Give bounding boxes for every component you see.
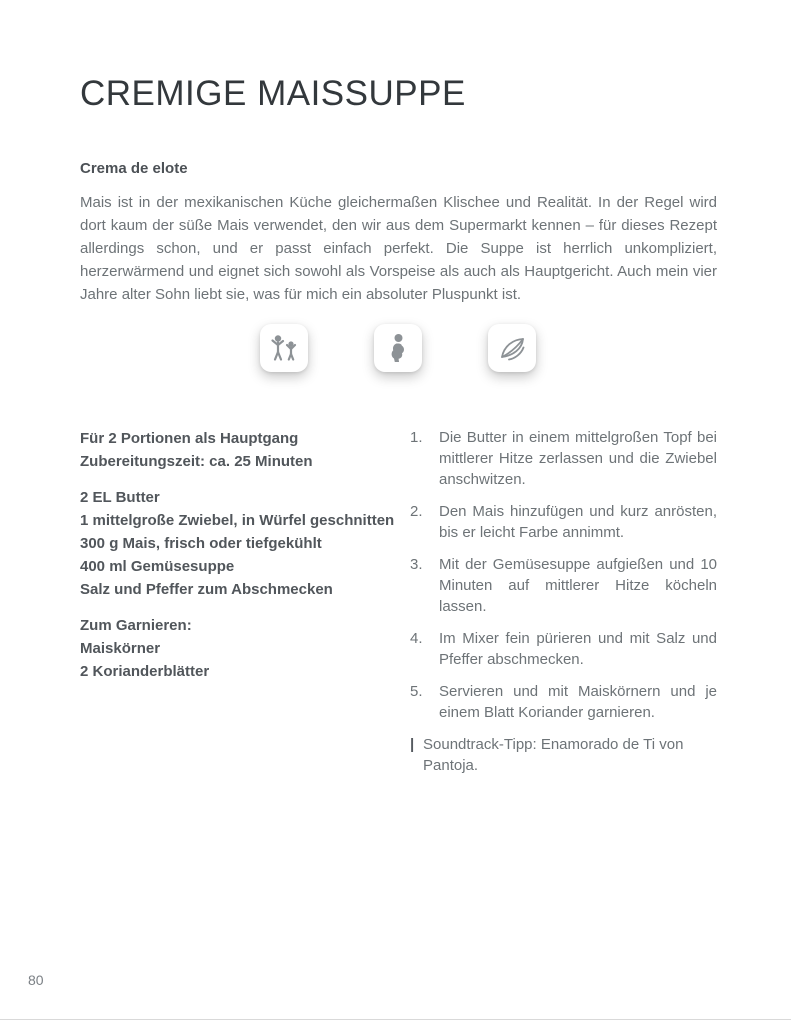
recipe-step [410, 628, 717, 670]
family-icon [260, 324, 308, 372]
leaf-icon [488, 324, 536, 372]
garnish-heading: Zum Garnieren: [80, 617, 192, 634]
step-number: 2. [410, 503, 423, 520]
garnish-item: 2 Korianderblätter [80, 663, 210, 680]
page-number: 80 [28, 972, 44, 988]
recipe-subtitle: Crema de elote [80, 160, 188, 177]
ingredients-column [80, 427, 410, 776]
soundtrack-text: Soundtrack-Tipp: Enamorado de Ti von Pantoja. [423, 736, 684, 774]
step-text: Die Butter in einem mittelgroßen Topf bei mittlerer Hitze zerlassen und die Zwiebel anschwitzen. [439, 429, 717, 488]
ingredient-item: 300 g Mais, frisch oder tiefgekühlt [80, 535, 322, 552]
recipe-step [410, 554, 717, 617]
page-title: CREMIGE MAISSUPPE [80, 74, 466, 113]
ingredient-item: 400 ml Gemüsesuppe [80, 558, 235, 575]
garnish-item: Maiskörner [80, 640, 161, 657]
prep-time-line: Zubereitungszeit: ca. 25 Minuten [80, 453, 313, 470]
ingredient-item: 2 EL Butter [80, 489, 160, 506]
spacer [80, 473, 410, 486]
step-number: 1. [410, 429, 423, 446]
steps-column [410, 427, 717, 776]
soundtrack-tip [410, 734, 717, 776]
recipe-step [410, 501, 717, 543]
spacer [80, 601, 410, 614]
pregnancy-icon [374, 324, 422, 372]
ingredient-item: 1 mittelgroße Zwiebel, in Würfel geschnitten [80, 512, 395, 529]
ingredient-item: Salz und Pfeffer zum Abschmecken [80, 581, 333, 598]
step-text: Im Mixer fein pürieren und mit Salz und Pfeffer abschmecken. [439, 630, 717, 668]
attribute-icon-row [260, 324, 536, 372]
servings-line: Für 2 Portionen als Hauptgang [80, 430, 299, 447]
step-number: 5. [410, 683, 423, 700]
step-number: 4. [410, 630, 423, 647]
recipe-intro-paragraph: Mais ist in der mexikanischen Küche gleichermaßen Klischee und Realität. In der Regel wird dort kaum der süße Mais verwendet, den wir aus dem Supermarkt kennen – für dieses Rezept allerdings schon, und er passt einfach perfekt. Die Suppe ist herrlich unkompliziert, herzerwärmend und eignet sich sowohl als Vorspeise als auch als Hauptgericht. Auch mein vier Jahre alter Sohn liebt sie, was für mich ein absoluter Pluspunkt ist. [80, 194, 717, 303]
content-columns [80, 427, 717, 776]
recipe-step [410, 427, 717, 490]
step-number: 3. [410, 556, 423, 573]
soundtrack-marker: | [410, 736, 415, 753]
recipe-step [410, 681, 717, 723]
step-text: Mit der Gemüsesuppe aufgießen und 10 Minuten auf mittlerer Hitze köcheln lassen. [439, 556, 717, 615]
step-text: Den Mais hinzufügen und kurz anrösten, bis er leicht Farbe annimmt. [439, 503, 717, 541]
step-text: Servieren und mit Maiskörnern und je einem Blatt Koriander garnieren. [439, 683, 717, 721]
